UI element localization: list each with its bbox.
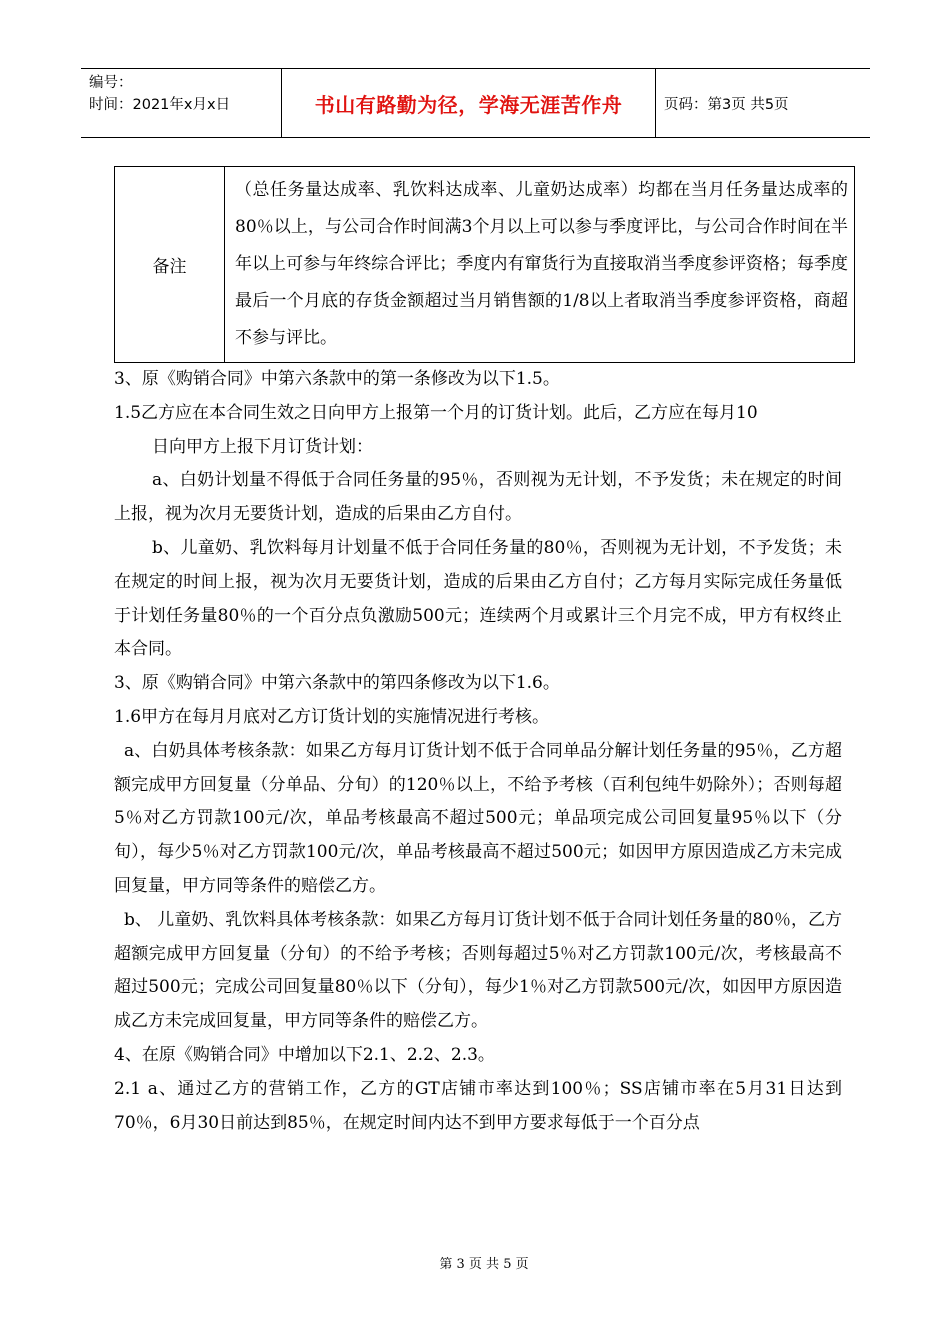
time-label: 时间：2021年x月x日 — [89, 97, 231, 113]
paragraph-a-white-milk: a、白奶计划量不得低于合同任务量的95％，否则视为无计划，不予发货；未在规定的时间上报，视为次月无要货计划，造成的后果由乙方自付。 — [114, 470, 842, 525]
header-motto: 书山有路勤为径，学海无涯苦作舟 — [282, 69, 656, 137]
paragraph-b-kids-milk: b、儿童奶、乳饮料每月计划量不低于合同任务量的80％，否则视为无计划，不予发货；未在规定的时间上报，视为次月无要货计划，造成的后果由乙方自付；乙方每月实际完成任务量低于计划任务量80％的一个百分点负激励500元；连续两个月或累计三个月完不成，甲方有权终止本合同。 — [114, 537, 842, 660]
paragraph-b-assessment: b、 儿童奶、乳饮料具体考核条款：如果乙方每月订货计划不低于合同计划任务量的80％，乙方超额完成甲方回复量（分旬）的不给予考核；否则每超过5％对乙方罚款100元/次，考核最高不超过500元；完成公司回复量80％以下（分旬），每少1％对乙方罚款500元/次，如因甲方原因造成乙方未完成回复量，甲方同等条件的赔偿乙方。 — [114, 909, 842, 1032]
paragraph-1-6: 1.6甲方在每月月底对乙方订货计划的实施情况进行考核。 — [114, 706, 550, 727]
header-meta — [81, 69, 282, 137]
remark-table — [114, 166, 855, 363]
document-body — [114, 363, 842, 1140]
document-header — [81, 68, 870, 138]
remark-text: （总任务量达成率、乳饮料达成率、儿童奶达成率）均都在当月任务量达成率的80％以上，与公司合作时间满3个月以上可以参与季度评比，与公司合作时间在半年以上可参与年终综合评比；季度内有窜货行为直接取消当季度参评资格；每季度最后一个月底的存货金额超过当月销售额的1/8以上者取消当季度参评资格，商超不参与评比。 — [235, 180, 848, 348]
number-label: 编号： — [89, 75, 133, 91]
header-page-info: 页码：第3页 共5页 — [664, 96, 789, 113]
paragraph-2-1: 2.1 a、通过乙方的营销工作，乙方的GT店铺市率达到100％；SS店铺市率在5月31日达到70％，6月30日前达到85％，在规定时间内达不到甲方要求每低于一个百分点 — [114, 1078, 842, 1133]
paragraph-1-5: 1.5乙方应在本合同生效之日向甲方上报第一个月的订货计划。此后，乙方应在每月10 — [114, 402, 758, 423]
paragraph-1-5-cont: 日向甲方上报下月订货计划： — [152, 436, 373, 457]
paragraph-a-assessment: a、白奶具体考核条款：如果乙方每月订货计划不低于合同单品分解计划任务量的95％，乙方超额完成甲方回复量（分单品、分旬）的120％以上，不给予考核（百利包纯牛奶除外）；否则每超5％对乙方罚款100元/次，单品考核最高不超过500元；单品项完成公司回复量95％以下（分旬），每少5％对乙方罚款100元/次，单品考核最高不超过500元；如因甲方原因造成乙方未完成回复量，甲方同等条件的赔偿乙方。 — [114, 740, 842, 896]
paragraph-3-1: 3、原《购销合同》中第六条款中的第一条修改为以下1.5。 — [114, 369, 560, 389]
paragraph-4: 4、在原《购销合同》中增加以下2.1、2.2、2.3。 — [114, 1044, 495, 1065]
remark-label: 备注 — [115, 167, 225, 362]
paragraph-3-2: 3、原《购销合同》中第六条款中的第四条修改为以下1.6。 — [114, 673, 560, 694]
page-footer: 第 3 页 共 5 页 — [439, 1257, 529, 1272]
